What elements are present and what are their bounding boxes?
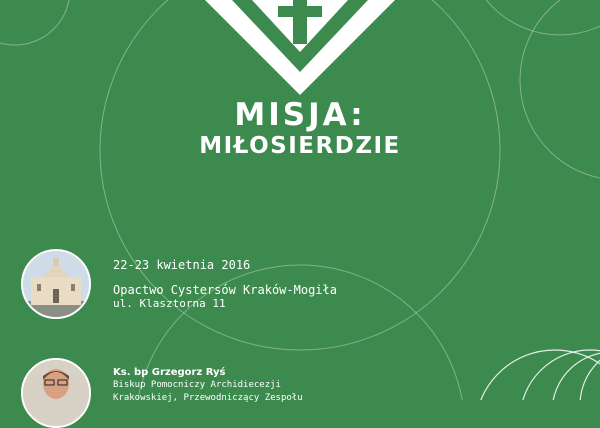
title-line-1: MISJA: — [234, 97, 366, 133]
speaker-role-line-2: Krakowskiej, Przewodniczący Zespołu — [113, 393, 303, 403]
venue-address: ul. Klasztorna 11 — [113, 297, 226, 310]
speaker-role — [113, 379, 413, 405]
church-icon — [23, 251, 89, 317]
heart-cross-logo-icon — [0, 0, 600, 100]
event-date: 22-23 kwietnia 2016 — [113, 258, 251, 272]
church-photo — [21, 249, 91, 319]
title-line-2: MIŁOSIERDZIE — [199, 133, 401, 159]
person-icon — [23, 360, 89, 426]
speaker-name: Ks. bp Grzegorz Ryś — [113, 367, 226, 378]
speaker-photo — [21, 358, 91, 428]
speaker-role-line-1: Biskup Pomocniczy Archidiecezji — [113, 380, 281, 390]
poster-title — [0, 98, 600, 160]
venue-name: Opactwo Cystersów Kraków-Mogiła — [113, 283, 337, 297]
